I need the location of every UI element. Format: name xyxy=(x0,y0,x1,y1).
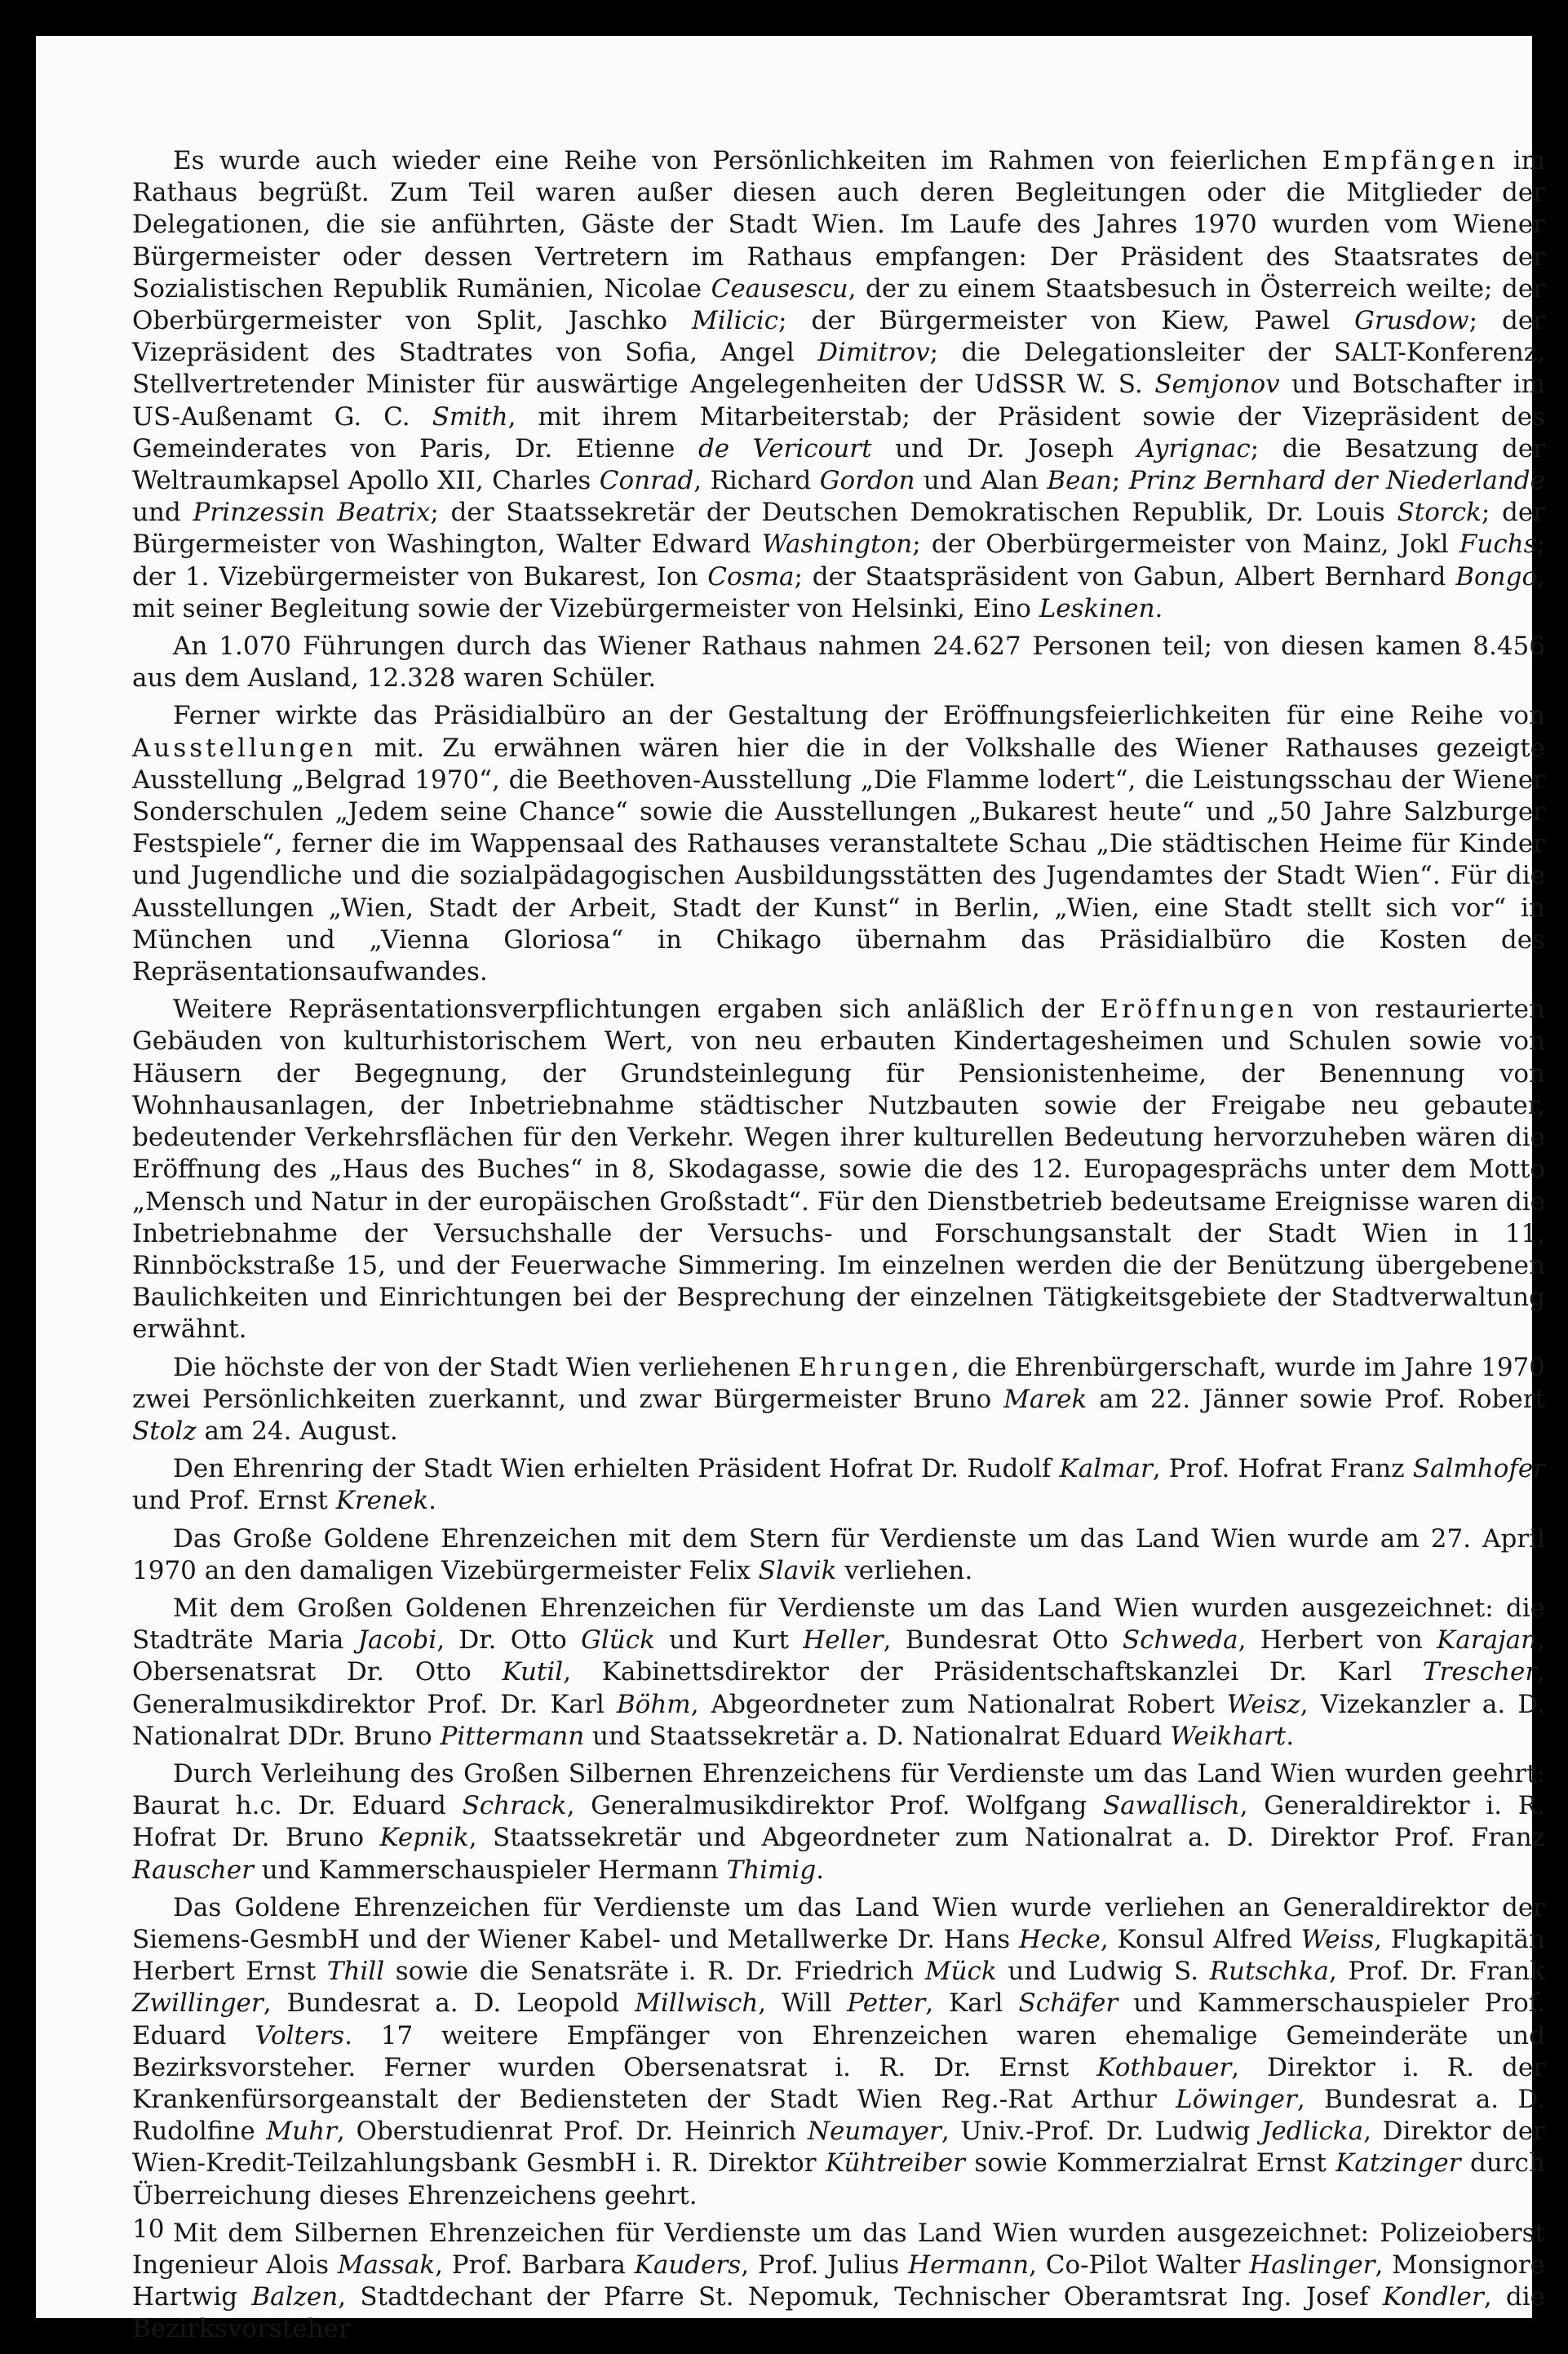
italic-name: Sawallisch xyxy=(1103,1791,1240,1821)
italic-name: Kauders xyxy=(634,2250,742,2280)
italic-name: Trescher xyxy=(1422,1657,1538,1687)
italic-name: Schweda xyxy=(1122,1625,1238,1656)
italic-name: Zwillinger xyxy=(132,1988,264,2019)
text-run: , mit ihrem Mitarbeiterstab; der Präsident sowie der Vizepräsident des Gemeinderates von Paris, Dr. Etienne xyxy=(132,401,1545,463)
text-run: , Generalmusikdirektor Prof. Wolfgang xyxy=(566,1791,1104,1821)
text-run: , die Ehrenbürgerschaft, wurde im Jahre 1970 zwei Persönlichkeiten zuerkannt, und zwar Bürgermeister Bruno xyxy=(132,1352,1545,1414)
text-run: und Alan xyxy=(915,466,1048,496)
text-run: ; die Delegationsleiter der SALT-Konferenz, Stellvertretender Minister für auswärtige Angelegenheiten der UdSSR W. S. xyxy=(132,338,1545,400)
text-run: ; der Bürgermeister von Kiew, Pawel xyxy=(778,306,1355,336)
text-run: sowie die Senatsräte i. R. Dr. Friedrich xyxy=(384,1957,925,1987)
spaced-keyword: Ehrungen xyxy=(798,1352,952,1382)
spaced-keyword: Eröffnungen xyxy=(1100,995,1297,1025)
italic-name: Jacobi xyxy=(357,1625,437,1656)
italic-name: Haslinger xyxy=(1249,2250,1375,2280)
text-run: Ferner wirkte das Präsidialbüro an der Gestaltung der Eröffnungsfeierlichkeiten für eine Reihe von xyxy=(173,701,1545,731)
text-run: am 22. Jänner sowie Prof. Robert xyxy=(1087,1384,1545,1414)
text-run: und Staatssekretär a. D. Nationalrat Eduard xyxy=(584,1721,1171,1751)
text-run: . xyxy=(816,1855,825,1885)
text-run: An 1.070 Führungen durch das Wiener Rathaus nahmen 24.627 Personen teil; von diesen kamen 8.456 aus dem Ausland, 12.328 waren Schüler. xyxy=(132,632,1545,694)
italic-name: Muhr xyxy=(266,2117,337,2147)
paragraph xyxy=(132,1593,1545,1753)
paragraph xyxy=(132,1758,1545,1886)
text-run: , Co-Pilot Walter xyxy=(1029,2250,1250,2280)
italic-name: Stolz xyxy=(132,1416,197,1446)
text-run: , Prof. Julius xyxy=(741,2250,909,2280)
italic-name: Marek xyxy=(1003,1384,1087,1414)
text-run: ; der Bürgermeister von Washington, Walter Edward xyxy=(132,498,1545,560)
text-run: , Will xyxy=(758,1988,848,2019)
text-run: Mit dem Silbernen Ehrenzeichen für Verdienste um das Land Wien wurden ausgezeichnet: Polizeioberst Ingenieur Alois xyxy=(132,2218,1545,2280)
text-run: Mit dem Großen Goldenen Ehrenzeichen für Verdienste um das Land Wien wurden ausgezeichnet: die Stadträte Maria xyxy=(132,1593,1545,1656)
text-run: , Oberstudienrat Prof. Dr. Heinrich xyxy=(336,2117,808,2147)
paragraph xyxy=(132,145,1545,625)
text-run: mit. Zu erwähnen wären hier die in der Volkshalle des Wiener Rathauses gezeigte Ausstellung „Belgrad 1970“, die Beethoven-Ausstellung „Die Flamme lodert“, die Leistungsschau der Wiener Sonderschulen „Jedem seine Chance“ sowie die Ausstellungen „Bukarest heute“ und „50 Jahre Salzburger Festspiele“, ferner die im Wappensaal des Rathauses veranstaltete Schau „Die städtischen Heime für Kinder und Jugendliche und die sozialpädagogischen Ausbildungsstätten des Jugendamtes der Stadt Wien“. Für die Ausstellungen „Wien, Stadt der Arbeit, Stadt der Kunst“ in Berlin, „Wien, eine Stadt stellt sich vor“ in München und „Vienna Gloriosa“ in Chikago übernahm das Präsidialbüro die Kosten des Repräsentationsaufwandes. xyxy=(132,733,1545,987)
italic-name: Bean xyxy=(1047,466,1112,496)
text-run: ; die Besatzung der Weltraumkapsel Apollo XII, Charles xyxy=(132,433,1546,496)
italic-name: Kothbauer xyxy=(1096,2052,1232,2082)
text-run: , Bundesrat Otto xyxy=(883,1625,1123,1656)
italic-name: Kepnik xyxy=(379,1823,469,1853)
body-text xyxy=(132,145,1545,2346)
text-run: ; der Staatssekretär der Deutschen Demokratischen Republik, Dr. Louis xyxy=(430,498,1397,528)
text-run: im Rathaus begrüßt. Zum Teil waren außer diesen auch deren Begleitungen oder die Mitglieder der Delegationen, die sie anführten, Gäste der Stadt Wien. Im Laufe des Jahres 1970 wurden vom Wiener Bürgermeister oder dessen Vertretern im Rathaus empfangen: Der Präsident des Staatsrates der Sozialistischen Republik Rumänien, Nicolae xyxy=(132,146,1545,304)
italic-name: Karajan xyxy=(1437,1625,1538,1656)
text-run: Den Ehrenring der Stadt Wien erhielten Präsident Hofrat Dr. Rudolf xyxy=(173,1454,1060,1484)
text-run: und xyxy=(132,498,193,528)
italic-name: Millwisch xyxy=(635,1988,759,2019)
italic-name: Leskinen xyxy=(1039,593,1155,623)
text-run: , Univ.-Prof. Dr. Ludwig xyxy=(941,2117,1261,2147)
text-run: und Kammerschauspieler Prof. Eduard xyxy=(132,1988,1546,2050)
italic-name: Storck xyxy=(1397,498,1482,528)
text-run: , Prof. Hofrat Franz xyxy=(1152,1454,1413,1484)
italic-name: Thimig xyxy=(726,1855,817,1885)
page-number: 10 xyxy=(132,2214,165,2244)
italic-name: Löwinger xyxy=(1176,2084,1297,2114)
paragraph xyxy=(132,631,1545,694)
italic-name: Balzen xyxy=(251,2282,339,2312)
text-run: , der zu einem Staatsbesuch in Österreich weilte; der Oberbürgermeister von Split, Jaschko xyxy=(132,273,1545,336)
paragraph xyxy=(132,1352,1545,1448)
italic-name: Petter xyxy=(847,1988,926,2019)
text-run: , Staatssekretär und Abgeordneter zum Nationalrat a. D. Direktor Prof. Franz xyxy=(468,1823,1546,1853)
text-run: , Dr. Otto xyxy=(436,1625,582,1656)
text-run: sowie Kommerzialrat Ernst xyxy=(964,2148,1336,2179)
italic-name: Conrad xyxy=(599,466,694,496)
text-run: . xyxy=(428,1486,436,1516)
text-run: , Obersenatsrat Dr. Otto xyxy=(132,1625,1545,1687)
paragraph xyxy=(132,2218,1545,2346)
italic-name: Ceausescu xyxy=(711,273,848,304)
italic-name: Böhm xyxy=(616,1689,691,1719)
italic-name: Glück xyxy=(581,1625,655,1656)
italic-name: Mück xyxy=(924,1957,997,1987)
text-run: . xyxy=(1154,593,1163,623)
text-run: . xyxy=(1286,1721,1295,1751)
italic-name: Salmhofer xyxy=(1412,1454,1545,1484)
italic-name: Semjonov xyxy=(1154,370,1280,400)
italic-name: Rauscher xyxy=(132,1855,254,1885)
text-run: , Herbert von xyxy=(1238,1625,1437,1656)
italic-name: Hermann xyxy=(908,2250,1030,2280)
text-run: und Botschafter im US-Außenamt G. C. xyxy=(132,370,1545,432)
document-page xyxy=(36,36,1546,2344)
italic-name: Fuchs xyxy=(1459,530,1537,560)
italic-name: Jedlicka xyxy=(1261,2117,1364,2147)
text-run: , Bundesrat a. D. Rudolfine xyxy=(132,2084,1545,2147)
italic-name: Bongo xyxy=(1455,561,1538,592)
text-run: Das Goldene Ehrenzeichen für Verdienste um das Land Wien wurde verliehen an Generaldirektor der Siemens-GesmbH und der Wiener Kabel- und Metallwerke Dr. Hans xyxy=(132,1892,1545,1954)
italic-name: Washington xyxy=(761,530,913,560)
text-run: ; der Oberbürgermeister von Mainz, Jokl xyxy=(912,530,1459,560)
italic-name: Volters xyxy=(255,2020,345,2050)
text-run: ; der Vizepräsident des Stadtrates von Sofia, Angel xyxy=(132,306,1545,368)
italic-name: Kondler xyxy=(1382,2282,1484,2312)
text-run: und Prof. Ernst xyxy=(132,1486,336,1516)
text-run: , die Bezirksvorsteher xyxy=(132,2282,1545,2344)
text-run: verliehen. xyxy=(836,1555,973,1585)
text-run: , Richard xyxy=(693,466,820,496)
italic-name: Kühtreiber xyxy=(826,2148,965,2179)
text-run: und Ludwig S. xyxy=(996,1957,1210,1987)
paragraph xyxy=(132,1453,1545,1517)
italic-name: de Vericourt xyxy=(698,433,872,463)
italic-name: Kalmar xyxy=(1059,1454,1153,1484)
paragraph xyxy=(132,700,1545,988)
italic-name: Milicic xyxy=(692,306,779,336)
text-run: ; der 1. Vizebürgermeister von Bukarest, Ion xyxy=(132,530,1546,592)
text-run: , Generaldirektor i. R. Hofrat Dr. Bruno xyxy=(132,1791,1545,1853)
text-run: Durch Verleihung des Großen Silbernen Ehrenzeichens für Verdienste um das Land Wien wurden geehrt: Baurat h.c. Dr. Eduard xyxy=(132,1758,1545,1821)
italic-name: Krenek xyxy=(335,1486,429,1516)
text-run: , Konsul Alfred xyxy=(1100,1924,1301,1954)
text-run: , Bundesrat a. D. Leopold xyxy=(263,1988,636,2019)
text-run: von restaurierten Gebäuden von kulturhistorischem Wert, von neu erbauten Kindertagesheimen und Schulen sowie von Häusern der Begegnung, der Grundsteinlegung für Pensionistenheime, der Benennung von Wohnhausanlagen, der Inbetriebnahme städtischer Nutzbauten sowie der Freigabe neu gebauter, bedeutender Verkehrsflächen für den Verkehr. Wegen ihrer kulturellen Bedeutung hervorzuheben wären die Eröffnung des „Haus des Buches“ in 8, Skodagasse, sowie die des 12. Europagesprächs unter dem Motto „Mensch und Natur in der europäischen Großstadt“. Für den Dienstbetrieb bedeutsame Ereignisse waren die Inbetriebnahme der Versuchshalle der Versuchs- und Forschungsanstalt der Stadt Wien in 11, Rinnböckstraße 15, und der Feuerwache Simmering. Im einzelnen werden die der Benützung übergebenen Baulichkeiten und Einrichtungen bei der Besprechung der einzelnen Tätigkeitsgebiete der Stadtverwaltung erwähnt. xyxy=(132,995,1545,1345)
italic-name: Heller xyxy=(803,1625,884,1656)
text-run: , Monsignore Hartwig xyxy=(132,2250,1545,2312)
text-run: Das Große Goldene Ehrenzeichen mit dem Stern für Verdienste um das Land Wien wurde am 27. April 1970 an den damaligen Vizebürgermeister Felix xyxy=(132,1523,1545,1585)
text-run: , Kabinettsdirektor der Präsidentschaftskanzlei Dr. Karl xyxy=(563,1657,1423,1687)
text-run: ; der Staatspräsident von Gabun, Albert Bernhard xyxy=(794,561,1456,592)
text-run: , Generalmusikdirektor Prof. Dr. Karl xyxy=(132,1657,1545,1719)
italic-name: Schäfer xyxy=(1018,1988,1118,2019)
italic-name: Smith xyxy=(432,401,508,432)
text-run: und Dr. Joseph xyxy=(871,433,1137,463)
italic-name: Thill xyxy=(326,1957,385,1987)
spaced-keyword: Empfängen xyxy=(1322,146,1499,175)
text-run: Weitere Repräsentationsverpflichtungen ergaben sich anläßlich der xyxy=(173,995,1101,1025)
text-run: ; xyxy=(1111,466,1129,496)
text-run: und Kurt xyxy=(654,1625,804,1656)
text-run: , Karl xyxy=(925,1988,1019,2019)
text-run: durch Überreichung dieses Ehrenzeichens geehrt. xyxy=(132,2148,1545,2210)
paragraph xyxy=(132,994,1545,1345)
italic-name: Gordon xyxy=(819,466,915,496)
italic-name: Slavik xyxy=(758,1555,837,1585)
italic-name: Kutil xyxy=(502,1657,564,1687)
text-run: Es wurde auch wieder eine Reihe von Persönlichkeiten im Rahmen von feierlichen xyxy=(173,146,1322,175)
italic-name: Hecke xyxy=(1019,1924,1101,1954)
text-run: , Stadtdechant der Pfarre St. Nepomuk, Technischer Oberamtsrat Ing. Josef xyxy=(338,2282,1383,2312)
paragraph xyxy=(132,1523,1545,1587)
italic-name: Ayrignac xyxy=(1136,433,1251,463)
italic-name: Massak xyxy=(337,2250,436,2280)
italic-name: Weiss xyxy=(1300,1924,1375,1954)
paragraph xyxy=(132,1892,1545,2212)
text-run: . 17 weitere Empfänger von Ehrenzeichen waren ehemalige Gemeinderäte und Bezirksvorsteher. Ferner wurden Obersenatsrat i. R. Dr. Ernst xyxy=(132,2020,1545,2082)
italic-name: Weikhart xyxy=(1170,1721,1287,1751)
text-run: , Abgeordneter zum Nationalrat Robert xyxy=(690,1689,1227,1719)
italic-name: Dimitrov xyxy=(817,338,930,368)
text-run: , mit seiner Begleitung sowie der Vizebürgermeister von Helsinki, Eino xyxy=(132,561,1545,623)
spaced-keyword: Ausstellungen xyxy=(132,733,357,763)
text-run: und Kammerschauspieler Hermann xyxy=(253,1855,727,1885)
italic-name: Schrack xyxy=(462,1791,567,1821)
italic-name: Neumayer xyxy=(807,2117,941,2147)
text-run: , Prof. Dr. Frank xyxy=(1328,1957,1545,1987)
text-run: , Prof. Barbara xyxy=(435,2250,635,2280)
italic-name: Prinzessin Beatrix xyxy=(193,498,431,528)
text-run: , Direktor i. R. der Krankenfürsorgeanstalt der Bediensteten der Stadt Wien Reg.-Rat Arthur xyxy=(132,2052,1546,2114)
text-run: am 24. August. xyxy=(196,1416,398,1446)
italic-name: Pittermann xyxy=(440,1721,585,1751)
text-run: Die höchste der von der Stadt Wien verliehenen xyxy=(173,1352,799,1382)
italic-name: Grusdow xyxy=(1354,306,1469,336)
italic-name: Cosma xyxy=(707,561,795,592)
text-run: , Direktor der Wien-Kredit-Teilzahlungsbank GesmbH i. R. Direktor xyxy=(132,2117,1545,2179)
italic-name: Prinz Bernhard der Niederlande xyxy=(1128,466,1545,496)
italic-name: Weisz xyxy=(1226,1689,1300,1719)
italic-name: Rutschka xyxy=(1209,1957,1329,1987)
text-run: , Flugkapitän Herbert Ernst xyxy=(132,1924,1545,1987)
italic-name: Katzinger xyxy=(1335,2148,1461,2179)
text-run: , Vizekanzler a. D. Nationalrat DDr. Bruno xyxy=(132,1689,1545,1751)
